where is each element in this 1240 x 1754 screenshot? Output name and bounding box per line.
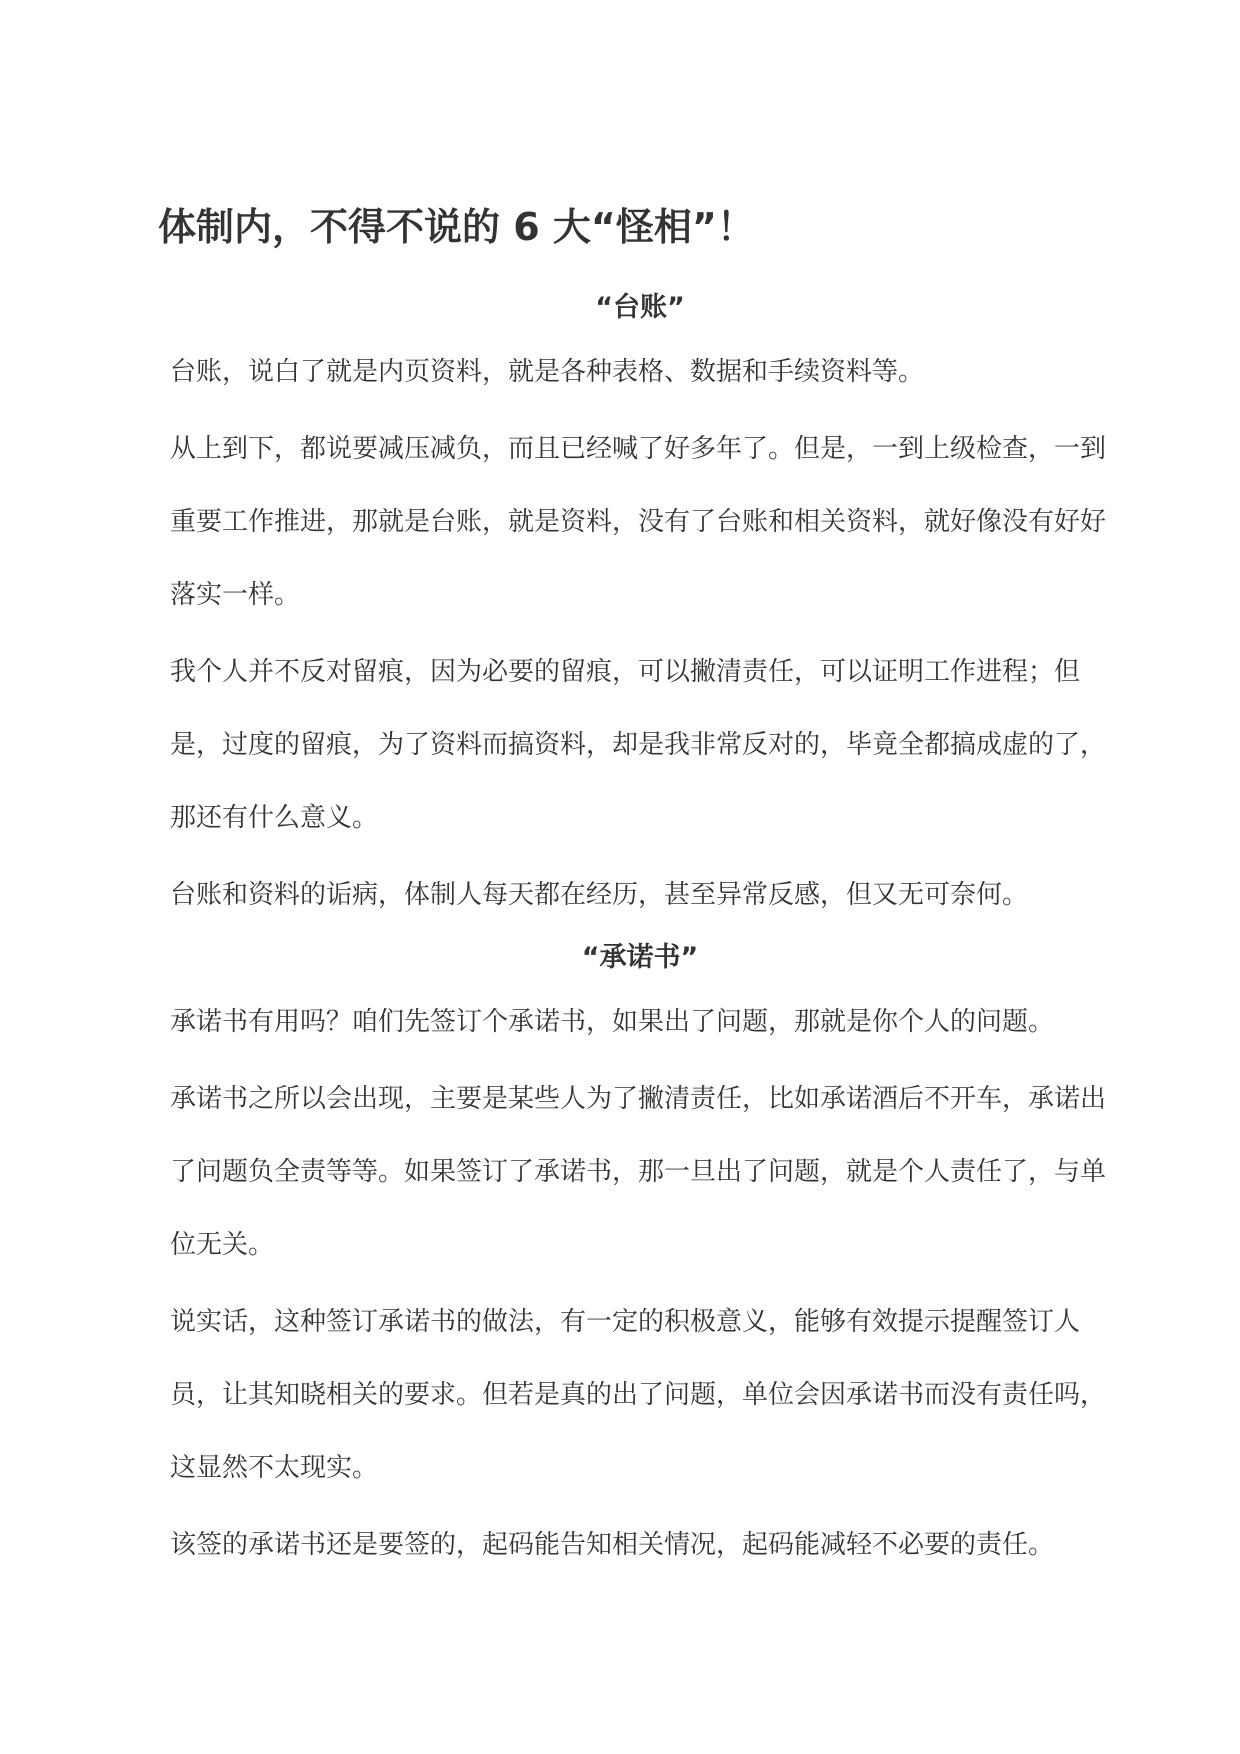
section-heading: “台账” [595,292,685,323]
paragraph: 承诺书之所以会出现，主要是某些人为了撇清责任，比如承诺酒后不开车，承诺出了问题负全责等等。如果签订了承诺书，那一旦出了问题，就是个人责任了，与单位无关。 [170,1084,1107,1260]
section-heading: “承诺书” [581,942,699,973]
paragraph: 承诺书有用吗？咱们先签订个承诺书，如果出了问题，那就是你个人的问题。 [170,1007,1055,1037]
document-title: 体制内，不得不说的 6 大“怪相”！ [158,205,755,249]
paragraph: 台账，说白了就是内页资料，就是各种表格、数据和手续资料等。 [170,357,925,387]
paragraph: 台账和资料的诟病，体制人每天都在经历，甚至异常反感，但又无可奈何。 [170,880,1029,910]
paragraph: 说实话，这种签订承诺书的做法，有一定的积极意义，能够有效提示提醒签订人员，让其知晓相关的要求。但若是真的出了问题，单位会因承诺书而没有责任吗，这显然不太现实。 [170,1307,1107,1483]
paragraph: 我个人并不反对留痕，因为必要的留痕，可以撇清责任，可以证明工作进程；但是，过度的留痕，为了资料而搞资料，却是我非常反对的，毕竟全都搞成虚的了，那还有什么意义。 [170,657,1107,833]
section-commitment-letter [170,940,1110,1586]
paragraph: 该签的承诺书还是要签的，起码能告知相关情况，起码能减轻不必要的责任。 [170,1530,1055,1560]
paragraph: 从上到下，都说要减压减负，而且已经喊了好多年了。但是，一到上级检查，一到重要工作推进，那就是台账，就是资料，没有了台账和相关资料，就好像没有好好落实一样。 [170,434,1107,610]
section-ledger [170,290,1110,936]
